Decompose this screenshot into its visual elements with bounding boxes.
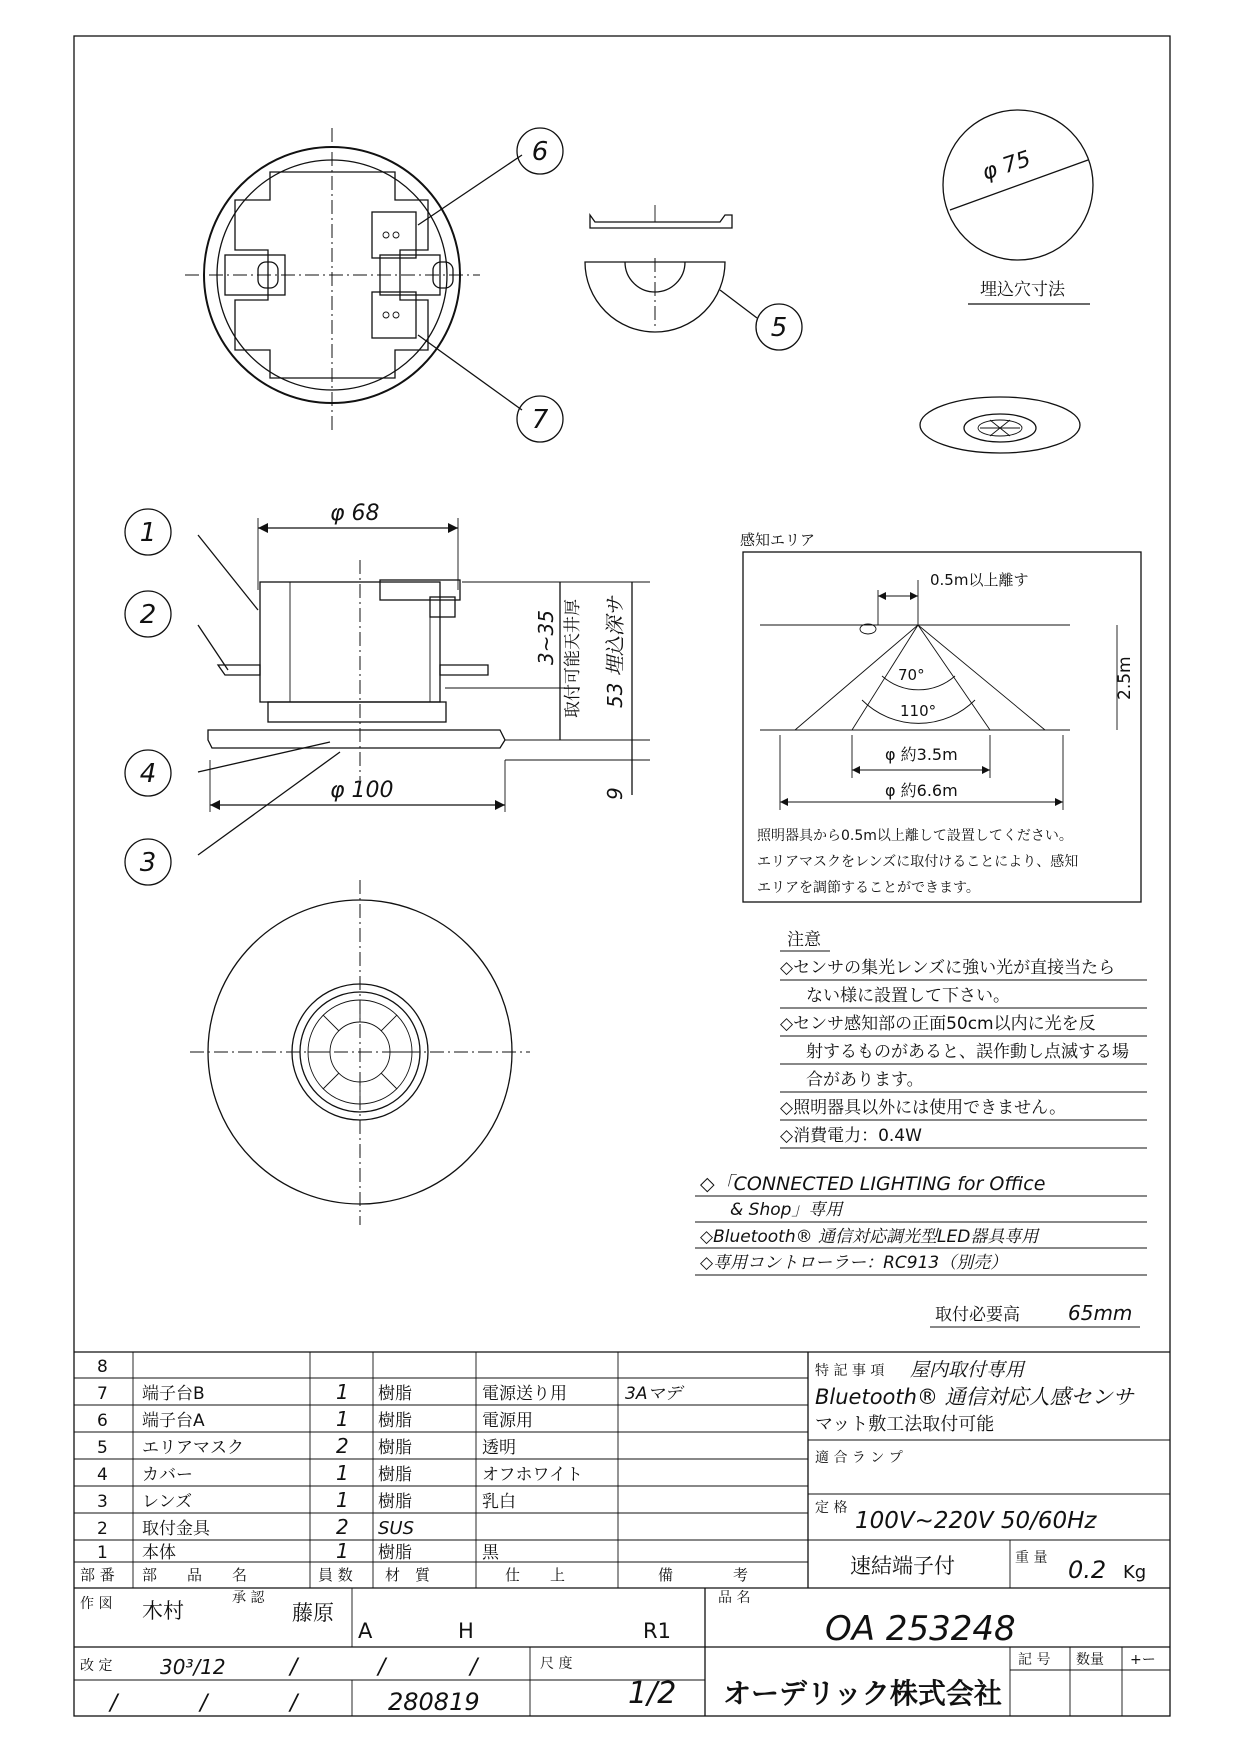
slash-4: / xyxy=(110,1691,118,1716)
drawn-by: 木村 xyxy=(142,1599,184,1623)
sensing-note-1: 照明器具から0.5m以上離して設置してください。 xyxy=(757,828,1073,844)
lamp-label: 適 合 ラ ン プ xyxy=(815,1450,903,1466)
drawn-label: 作 図 xyxy=(80,1596,113,1612)
compatibility-notes xyxy=(695,1173,1147,1275)
svg-text:1: 1 xyxy=(336,1380,349,1404)
svg-text:レンズ: レンズ xyxy=(142,1492,193,1512)
svg-text:1: 1 xyxy=(336,1539,349,1563)
parts-header-qty: 員 数 xyxy=(318,1566,353,1584)
hole-size-label: 埋込穴寸法 xyxy=(980,280,1065,300)
table-row xyxy=(97,1357,108,1377)
dim-phi100: φ 100 xyxy=(330,778,394,803)
drawing-number: 280819 xyxy=(388,1688,480,1716)
approve-label: 承 認 xyxy=(232,1590,265,1606)
terminal-note: 速結端子付 xyxy=(850,1554,955,1578)
caution-line-5: 合があります。 xyxy=(806,1070,924,1090)
svg-text:1: 1 xyxy=(336,1488,349,1512)
special-label: 特 記 事 項 xyxy=(815,1363,885,1379)
svg-text:透明: 透明 xyxy=(482,1438,516,1458)
table-row xyxy=(97,1380,684,1404)
svg-text:6: 6 xyxy=(97,1411,108,1431)
sensing-height: 2.5m xyxy=(1115,656,1135,700)
svg-text:4: 4 xyxy=(97,1465,108,1485)
sensing-title: 感知エリア xyxy=(740,531,816,549)
approve-by: 藤原 xyxy=(292,1601,334,1625)
slash-1: / xyxy=(290,1655,298,1680)
product-3d-icon xyxy=(920,397,1080,453)
compat-line-2: & Shop」専用 xyxy=(730,1200,843,1220)
rating-label: 定 格 xyxy=(815,1500,848,1516)
svg-text:1: 1 xyxy=(336,1461,349,1485)
svg-text:電源送り用: 電源送り用 xyxy=(482,1384,567,1404)
sensing-angle-70: 70° xyxy=(898,666,925,684)
svg-text:2: 2 xyxy=(336,1434,349,1458)
callout-3: 3 xyxy=(139,848,157,878)
slash-2: / xyxy=(378,1655,386,1680)
parts-table-rows xyxy=(97,1357,684,1563)
sensing-diameter-2: φ 約6.6m xyxy=(885,781,958,800)
caution-line-7: ◇消費電力：0.4W xyxy=(780,1126,922,1146)
caution-block xyxy=(780,930,1147,1148)
svg-text:樹脂: 樹脂 xyxy=(378,1492,412,1512)
callout-6: 6 xyxy=(531,137,549,167)
top-view-back xyxy=(185,128,522,430)
code-a: A xyxy=(358,1619,373,1643)
scale-label: 尺 度 xyxy=(540,1656,573,1672)
svg-text:樹脂: 樹脂 xyxy=(378,1411,412,1431)
special-line-3: マット敷工法取付可能 xyxy=(815,1414,995,1435)
revision-date: 30³/12 xyxy=(160,1655,226,1679)
dim-range: 3~35 xyxy=(534,610,558,665)
svg-text:黒: 黒 xyxy=(482,1543,499,1563)
parts-header-finish: 仕 上 xyxy=(505,1566,566,1584)
svg-text:1: 1 xyxy=(97,1543,108,1563)
bottom-view xyxy=(190,880,530,1225)
svg-text:電源用: 電源用 xyxy=(482,1411,533,1431)
slash-5: / xyxy=(200,1691,208,1716)
callout-5: 5 xyxy=(770,313,788,343)
svg-text:3: 3 xyxy=(97,1492,108,1512)
title-block-grid xyxy=(74,1588,1170,1716)
compat-line-1: ◇「CONNECTED LIGHTING for Office xyxy=(700,1173,1046,1195)
hole-diameter: φ 75 xyxy=(979,146,1034,186)
sensing-note-3: エリアを調節することができます。 xyxy=(757,880,980,896)
table-row xyxy=(97,1461,583,1485)
table-row xyxy=(97,1539,500,1563)
caution-line-3: ◇センサ感知部の正面50cm以内に光を反 xyxy=(780,1014,1096,1034)
sensing-box xyxy=(743,552,1141,902)
compat-line-4: ◇専用コントローラー：RC913（別売） xyxy=(700,1253,1008,1273)
table-row xyxy=(97,1434,516,1458)
weight-value: 0.2 xyxy=(1068,1556,1107,1584)
product-label: 品 名 xyxy=(718,1590,751,1606)
sensing-offset: 0.5m以上離す xyxy=(930,571,1029,589)
caution-line-2: ない様に設置して下さい。 xyxy=(806,986,1010,1006)
svg-text:2: 2 xyxy=(97,1519,108,1539)
svg-text:端子台A: 端子台A xyxy=(142,1411,205,1431)
weight-unit: Kg xyxy=(1123,1562,1147,1583)
parts-header-name: 部 品 名 xyxy=(142,1566,248,1584)
parts-header-note: 備 考 xyxy=(658,1566,749,1584)
callout-2: 2 xyxy=(139,600,157,630)
svg-text:オフホワイト: オフホワイト xyxy=(482,1465,583,1485)
parts-header-material: 材 質 xyxy=(385,1566,431,1584)
callout-1: 1 xyxy=(139,518,157,548)
callout-4: 4 xyxy=(139,759,157,789)
dim-ceiling-thickness: 取付可能天井厚 xyxy=(563,599,583,718)
weight-label: 重 量 xyxy=(1015,1550,1048,1566)
symbol-label: 記 号 xyxy=(1018,1652,1051,1668)
sensing-diagram xyxy=(760,580,1117,810)
svg-text:5: 5 xyxy=(97,1438,108,1458)
svg-text:1: 1 xyxy=(336,1407,349,1431)
table-row xyxy=(97,1407,533,1431)
svg-text:7: 7 xyxy=(97,1384,108,1404)
caution-line-4: 射するものがあると、誤作動し点滅する場 xyxy=(806,1042,1129,1062)
svg-text:樹脂: 樹脂 xyxy=(378,1465,412,1485)
svg-text:樹脂: 樹脂 xyxy=(378,1438,412,1458)
svg-text:カバー: カバー xyxy=(142,1465,193,1485)
code-r: R1 xyxy=(643,1619,671,1643)
slash-3: / xyxy=(470,1655,478,1680)
caution-line-6: ◇照明器具以外には使用できません。 xyxy=(780,1098,1067,1118)
quantity-label: 数量 xyxy=(1076,1652,1104,1668)
revision-label: 改 定 xyxy=(80,1658,113,1674)
svg-text:乳白: 乳白 xyxy=(482,1492,516,1512)
parts-header-no: 部 番 xyxy=(80,1566,115,1584)
svg-text:エリアマスク: エリアマスク xyxy=(142,1438,244,1458)
caution-title: 注意 xyxy=(787,930,821,950)
sensing-angle-110: 110° xyxy=(900,702,937,720)
svg-text:樹脂: 樹脂 xyxy=(378,1543,412,1563)
plusminus-label: +ー xyxy=(1130,1652,1156,1668)
dim-phi68: φ 68 xyxy=(330,501,380,526)
dim-depth: 53 埋込深サ xyxy=(603,596,627,708)
svg-text:2: 2 xyxy=(336,1515,349,1539)
svg-text:SUS: SUS xyxy=(378,1518,415,1539)
scale-value: 1/2 xyxy=(628,1676,677,1711)
table-row xyxy=(97,1515,414,1539)
area-mask-drawing xyxy=(585,205,757,332)
dim-nine: 9 xyxy=(603,787,627,800)
company-name: オーデリック株式会社 xyxy=(723,1677,1002,1710)
sensing-diameter-1: φ 約3.5m xyxy=(885,745,958,764)
compat-line-3: ◇Bluetooth® 通信対応調光型LED器具専用 xyxy=(700,1227,1039,1247)
mount-height-value: 65mm xyxy=(1068,1301,1133,1325)
code-h: H xyxy=(458,1619,474,1643)
svg-text:樹脂: 樹脂 xyxy=(378,1384,412,1404)
svg-text:本体: 本体 xyxy=(142,1543,176,1563)
slash-6: / xyxy=(290,1691,298,1716)
callout-7: 7 xyxy=(531,405,549,435)
mount-height-label: 取付必要高 xyxy=(935,1305,1020,1325)
svg-text:取付金具: 取付金具 xyxy=(142,1519,210,1539)
special-line-2: Bluetooth® 通信対応人感センサ xyxy=(815,1385,1134,1409)
rating-value: 100V~220V 50/60Hz xyxy=(855,1508,1097,1534)
product-code: OA 253248 xyxy=(825,1609,1016,1649)
special-value: 屋内取付専用 xyxy=(910,1359,1025,1381)
caution-line-1: ◇センサの集光レンズに強い光が直接当たら xyxy=(780,958,1116,978)
svg-text:8: 8 xyxy=(97,1357,108,1377)
svg-text:端子台B: 端子台B xyxy=(142,1384,205,1404)
table-row xyxy=(97,1488,516,1512)
svg-text:3Aマデ: 3Aマデ xyxy=(625,1384,682,1404)
sensing-note-2: エリアマスクをレンズに取付けることにより、感知 xyxy=(757,854,1079,870)
